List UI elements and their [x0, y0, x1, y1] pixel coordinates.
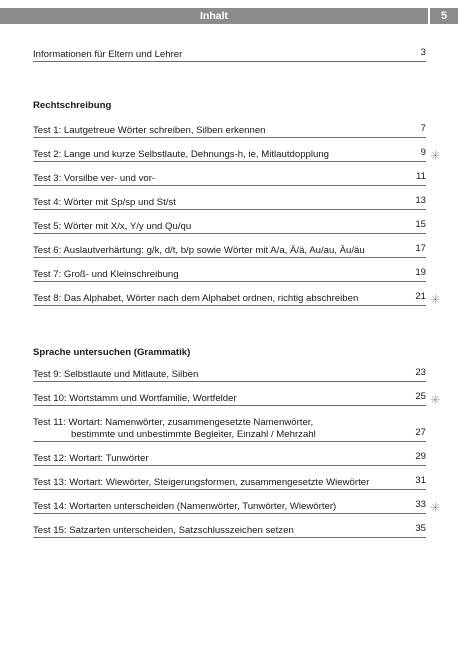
toc-label: Test 2: Lange und kurze Selbstlaute, Dehnungs-h, ie, Mitlautdopplung: [33, 149, 330, 160]
toc-label: Test 6: Auslautverhärtung: g/k, d/t, b/p sowie Wörter mit A/a, Ä/ä, Au/au, Äu/äu: [33, 245, 365, 256]
toc-page: 13: [415, 195, 426, 206]
toc-label: Test 4: Wörter mit Sp/sp und St/st: [33, 197, 176, 208]
toc-page: 3: [420, 47, 426, 58]
toc-page: 7: [420, 123, 426, 134]
toc-page: 17: [415, 243, 426, 254]
toc-row[interactable]: [33, 393, 426, 406]
toc-page: 29: [415, 451, 426, 462]
toc-row[interactable]: [33, 197, 426, 210]
toc-page: 27: [415, 427, 426, 438]
page-number: 5: [430, 8, 458, 24]
toc-label: Test 7: Groß- und Kleinschreibung: [33, 269, 179, 280]
toc-label: Test 9: Selbstlaute und Mitlaute, Silben: [33, 369, 199, 380]
asterisk-icon: ✳: [430, 500, 441, 515]
section-heading-grammatik: Sprache untersuchen (Grammatik): [33, 347, 191, 358]
header-bar: [0, 8, 428, 24]
toc-page: 9: [420, 147, 426, 158]
toc-page: 23: [415, 367, 426, 378]
toc-page: 33: [415, 499, 426, 510]
toc-row[interactable]: [33, 293, 426, 306]
toc-row[interactable]: [33, 501, 426, 514]
toc-row[interactable]: [33, 245, 426, 258]
toc-label: Test 3: Vorsilbe ver- und vor-: [33, 173, 156, 184]
toc-row[interactable]: [33, 417, 426, 442]
toc-page: 31: [415, 475, 426, 486]
toc-row[interactable]: [33, 125, 426, 138]
toc-row[interactable]: [33, 525, 426, 538]
toc-page: 11: [416, 171, 426, 182]
toc-label: Test 14: Wortarten unterscheiden (Namenwörter, Tunwörter, Wiewörter): [33, 501, 337, 512]
toc-page: 15: [415, 219, 426, 230]
asterisk-icon: ✳: [430, 392, 441, 407]
toc-label: Test 15: Satzarten unterscheiden, Satzschlusszeichen setzen: [33, 525, 294, 536]
toc-label-continued: bestimmte und unbestimmte Begleiter, Einzahl / Mehrzahl: [71, 429, 316, 440]
toc-row-intro[interactable]: [33, 49, 426, 62]
toc-page: 21: [415, 291, 426, 302]
toc-row[interactable]: [33, 149, 426, 162]
asterisk-icon: ✳: [430, 148, 441, 163]
toc-row[interactable]: [33, 221, 426, 234]
toc-label: Informationen für Eltern und Lehrer: [33, 49, 183, 60]
toc-label: Test 11: Wortart: Namenwörter, zusammengesetzte Namenwörter,: [33, 417, 314, 428]
toc-label: Test 5: Wörter mit X/x, Y/y und Qu/qu: [33, 221, 192, 232]
toc-label: Test 12: Wortart: Tunwörter: [33, 453, 149, 464]
toc-page: 35: [415, 523, 426, 534]
page-title: Inhalt: [200, 10, 228, 22]
toc-page: 19: [415, 267, 426, 278]
toc-row[interactable]: [33, 173, 426, 186]
toc-row[interactable]: [33, 269, 426, 282]
section-heading-rechtschreibung: Rechtschreibung: [33, 100, 112, 111]
toc-row[interactable]: [33, 369, 426, 382]
toc-page: 25: [415, 391, 426, 402]
toc-label: Test 10: Wortstamm und Wortfamilie, Wortfelder: [33, 393, 237, 404]
toc-label: Test 13: Wortart: Wiewörter, Steigerungsformen, zusammengesetzte Wiewörter: [33, 477, 370, 488]
toc-row[interactable]: [33, 453, 426, 466]
asterisk-icon: ✳: [430, 292, 441, 307]
toc-label: Test 8: Das Alphabet, Wörter nach dem Alphabet ordnen, richtig abschreiben: [33, 293, 359, 304]
toc-label: Test 1: Lautgetreue Wörter schreiben, Silben erkennen: [33, 125, 266, 136]
toc-row[interactable]: [33, 477, 426, 490]
